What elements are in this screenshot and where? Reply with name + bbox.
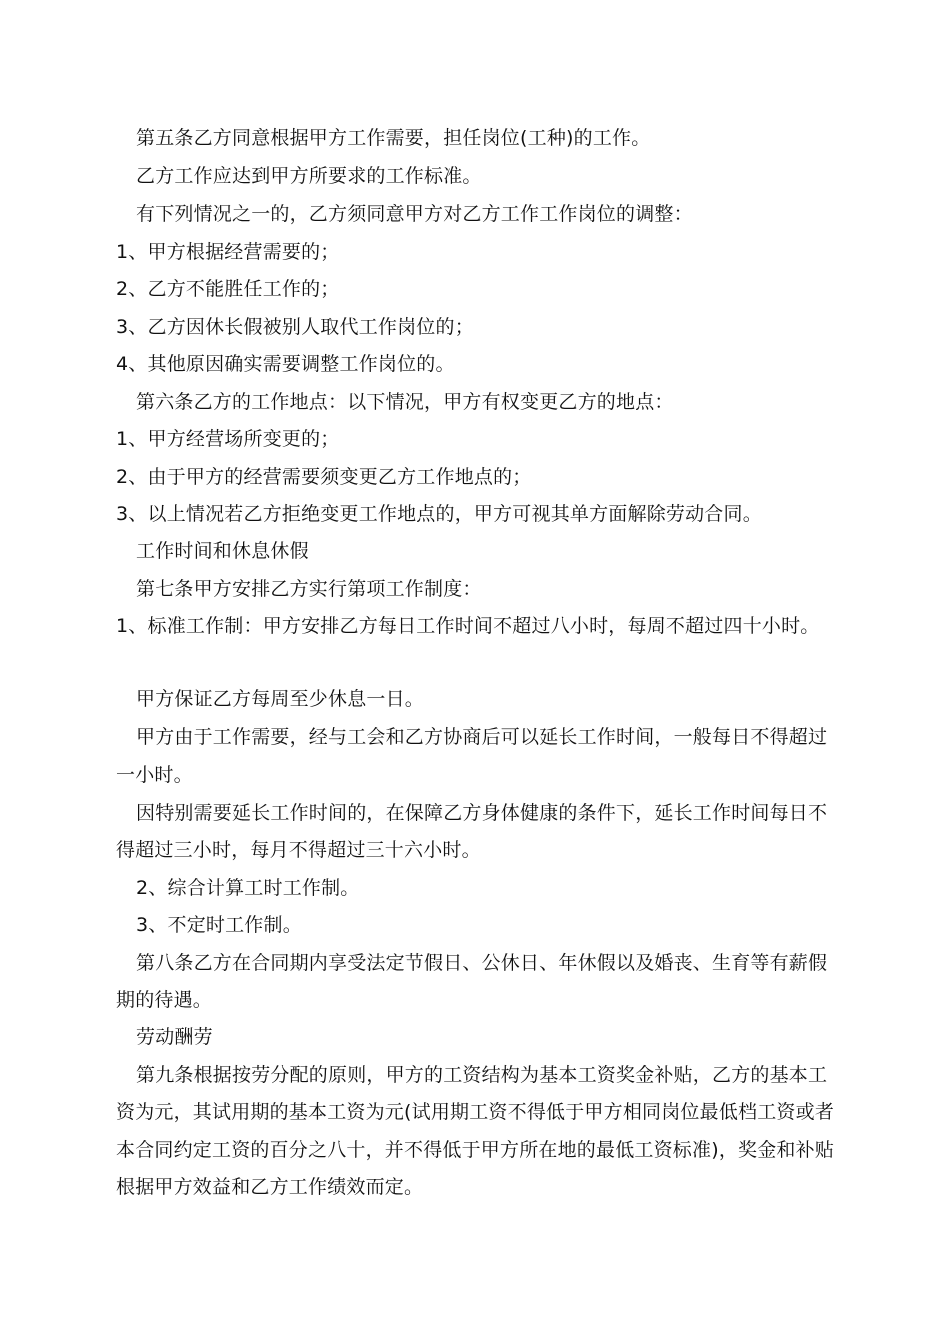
paragraph-work-standard: 乙方工作应达到甲方所要求的工作标准。 xyxy=(136,165,482,187)
paragraph-article-9-continued: 本合同约定工资的百分之八十，并不得低于甲方所在地的最低工资标准)，奖金和补贴 xyxy=(116,1139,835,1161)
paragraph-article-8: 第八条乙方在合同期内享受法定节假日、公休日、年休假以及婚丧、生育等有薪假 xyxy=(136,952,828,974)
paragraph-overtime-continued: 一小时。 xyxy=(116,764,193,786)
paragraph-article-7: 第七条甲方安排乙方实行第项工作制度： xyxy=(136,578,482,600)
paragraph-article-6: 第六条乙方的工作地点：以下情况，甲方有权变更乙方的地点： xyxy=(136,391,674,413)
paragraph-article-8-continued: 期的待遇。 xyxy=(116,989,213,1011)
list-item: 1、甲方根据经营需要的； xyxy=(116,241,340,263)
paragraph-article-9: 第九条根据按劳分配的原则，甲方的工资结构为基本工资奖金补贴，乙方的基本工 xyxy=(136,1064,828,1086)
list-item: 1、甲方经营场所变更的； xyxy=(116,428,340,450)
paragraph-adjustment-conditions: 有下列情况之一的，乙方须同意甲方对乙方工作工作岗位的调整： xyxy=(136,203,693,225)
list-item: 3、以上情况若乙方拒绝变更工作地点的，甲方可视其单方面解除劳动合同。 xyxy=(116,503,762,525)
paragraph-article-9-continued: 资为元，其试用期的基本工资为元(试用期工资不得低于甲方相同岗位最低档工资或者 xyxy=(116,1101,835,1123)
section-heading-working-hours: 工作时间和休息休假 xyxy=(136,540,309,562)
list-item: 2、综合计算工时工作制。 xyxy=(136,877,360,899)
list-item: 2、由于甲方的经营需要须变更乙方工作地点的； xyxy=(116,466,532,488)
paragraph-special-overtime-continued: 得超过三小时，每月不得超过三十六小时。 xyxy=(116,839,481,861)
list-item: 1、标准工作制：甲方安排乙方每日工作时间不超过八小时，每周不超过四十小时。 xyxy=(116,615,820,637)
paragraph-special-overtime: 因特别需要延长工作时间的，在保障乙方身体健康的条件下，延长工作时间每日不 xyxy=(136,802,828,824)
paragraph-article-9-continued: 根据甲方效益和乙方工作绩效而定。 xyxy=(116,1176,424,1198)
list-item: 3、不定时工作制。 xyxy=(136,914,302,936)
list-item: 2、乙方不能胜任工作的； xyxy=(116,278,340,300)
section-heading-remuneration: 劳动酬劳 xyxy=(136,1026,213,1048)
list-item: 3、乙方因休长假被别人取代工作岗位的； xyxy=(116,316,474,338)
paragraph-overtime: 甲方由于工作需要，经与工会和乙方协商后可以延长工作时间，一般每日不得超过 xyxy=(136,726,828,748)
list-item: 4、其他原因确实需要调整工作岗位的。 xyxy=(116,353,455,375)
paragraph-article-5: 第五条乙方同意根据甲方工作需要，担任岗位(工种)的工作。 xyxy=(136,127,651,149)
paragraph-weekly-rest: 甲方保证乙方每周至少休息一日。 xyxy=(136,688,425,710)
